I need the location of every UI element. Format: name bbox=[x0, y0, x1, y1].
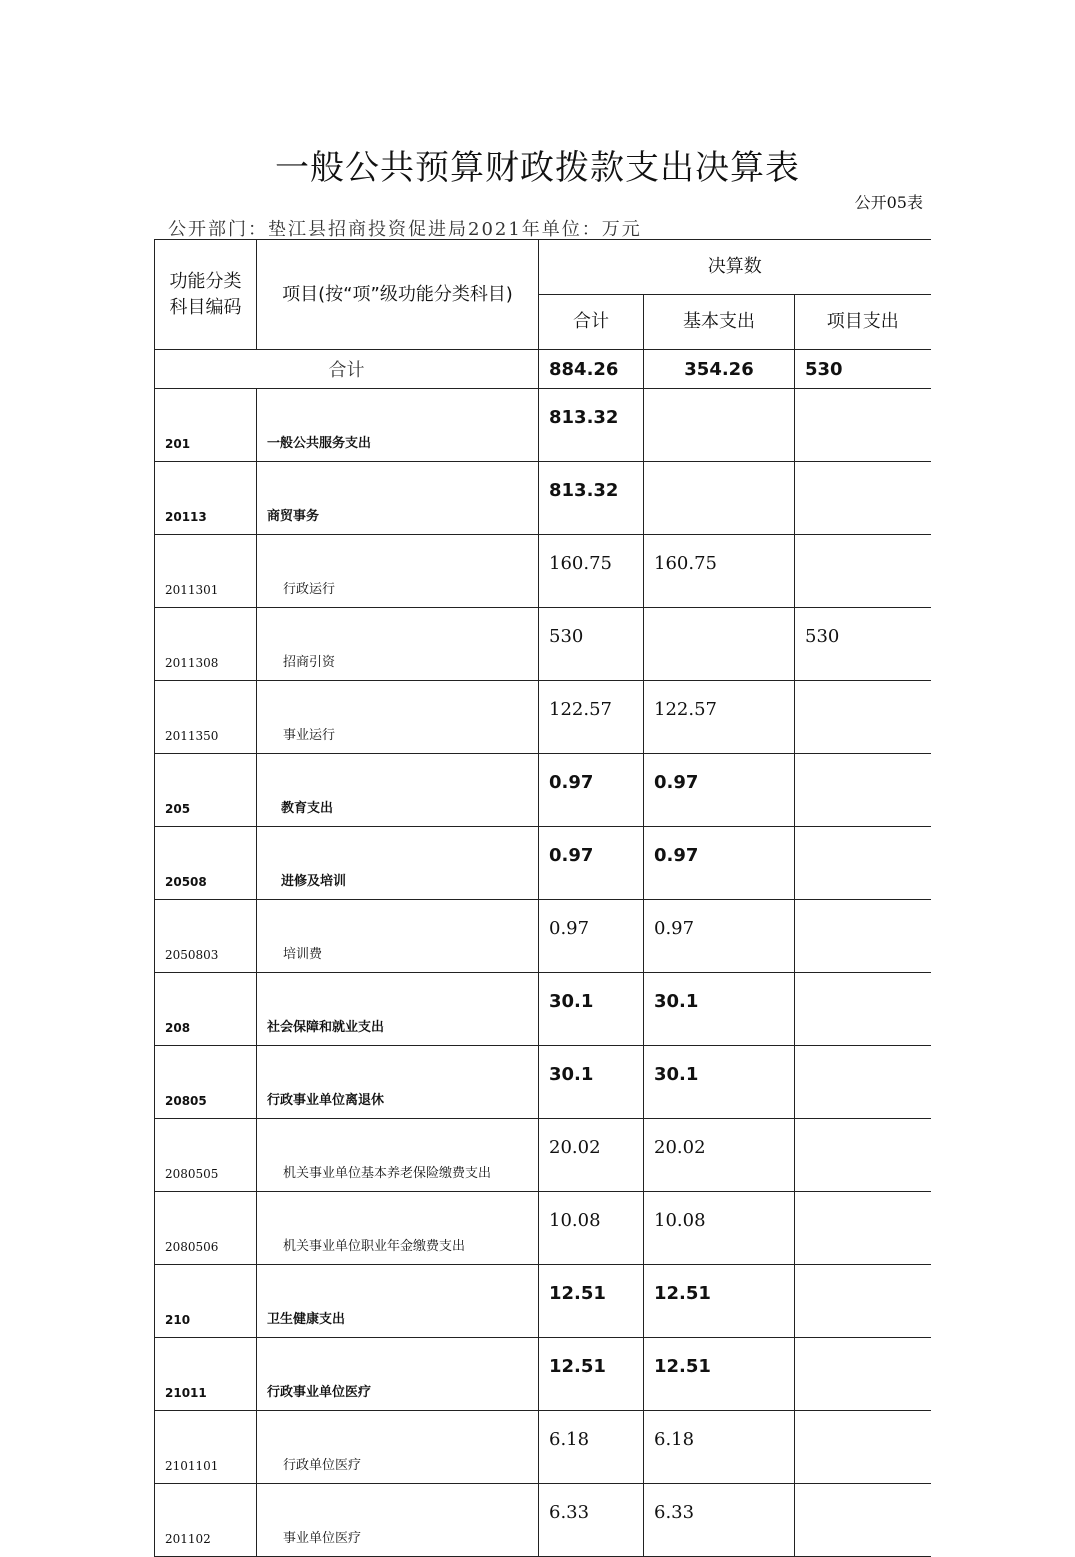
total-project: 530 bbox=[795, 350, 931, 389]
row-project bbox=[795, 389, 931, 462]
row-total: 12.51 bbox=[539, 1338, 644, 1411]
row-basic: 0.97 bbox=[644, 827, 795, 900]
row-project bbox=[795, 681, 931, 754]
total-amount: 884.26 bbox=[539, 350, 644, 389]
row-name: 一般公共服务支出 bbox=[257, 389, 539, 462]
row-code: 210 bbox=[155, 1265, 257, 1338]
table-row bbox=[155, 1338, 931, 1411]
row-basic: 0.97 bbox=[644, 900, 795, 973]
row-name: 招商引资 bbox=[257, 608, 539, 681]
row-basic: 6.18 bbox=[644, 1411, 795, 1484]
row-total: 0.97 bbox=[539, 754, 644, 827]
row-project bbox=[795, 1192, 931, 1265]
row-total: 30.1 bbox=[539, 973, 644, 1046]
row-code: 2011308 bbox=[155, 608, 257, 681]
form-number: 公开05表 bbox=[854, 193, 923, 212]
row-basic: 20.02 bbox=[644, 1119, 795, 1192]
row-name: 行政单位医疗 bbox=[257, 1411, 539, 1484]
row-basic: 160.75 bbox=[644, 535, 795, 608]
header-code: 功能分类 科目编码 bbox=[155, 240, 257, 350]
row-basic: 122.57 bbox=[644, 681, 795, 754]
row-code: 20508 bbox=[155, 827, 257, 900]
row-name: 行政事业单位医疗 bbox=[257, 1338, 539, 1411]
row-project bbox=[795, 754, 931, 827]
table-row bbox=[155, 681, 931, 754]
table-row bbox=[155, 1192, 931, 1265]
row-project bbox=[795, 1265, 931, 1338]
row-project bbox=[795, 1411, 931, 1484]
table-row bbox=[155, 754, 931, 827]
row-basic bbox=[644, 608, 795, 681]
table-row bbox=[155, 1265, 931, 1338]
table-row bbox=[155, 827, 931, 900]
table-row bbox=[155, 389, 931, 462]
row-total: 122.57 bbox=[539, 681, 644, 754]
total-label: 合计 bbox=[155, 350, 539, 389]
row-name: 事业单位医疗 bbox=[257, 1484, 539, 1557]
total-basic: 354.26 bbox=[644, 350, 795, 389]
row-total: 6.33 bbox=[539, 1484, 644, 1557]
row-basic: 30.1 bbox=[644, 1046, 795, 1119]
row-code: 20805 bbox=[155, 1046, 257, 1119]
table-row bbox=[155, 535, 931, 608]
table-row bbox=[155, 1119, 931, 1192]
header-basic: 基本支出 bbox=[644, 295, 795, 350]
row-project bbox=[795, 535, 931, 608]
row-basic: 10.08 bbox=[644, 1192, 795, 1265]
row-project: 530 bbox=[795, 608, 931, 681]
row-total: 813.32 bbox=[539, 462, 644, 535]
table-row bbox=[155, 1046, 931, 1119]
row-project bbox=[795, 900, 931, 973]
row-code: 2101101 bbox=[155, 1411, 257, 1484]
header-final: 决算数 bbox=[539, 240, 931, 295]
row-total: 530 bbox=[539, 608, 644, 681]
row-name: 行政运行 bbox=[257, 535, 539, 608]
row-total: 813.32 bbox=[539, 389, 644, 462]
page-title: 一般公共预算财政拨款支出决算表 bbox=[275, 148, 800, 188]
row-project bbox=[795, 1046, 931, 1119]
row-basic: 12.51 bbox=[644, 1338, 795, 1411]
total-row bbox=[155, 350, 931, 389]
row-code: 2080506 bbox=[155, 1192, 257, 1265]
row-total: 12.51 bbox=[539, 1265, 644, 1338]
header-item: 项目(按“项”级功能分类科目) bbox=[257, 240, 539, 350]
row-name: 机关事业单位职业年金缴费支出 bbox=[257, 1192, 539, 1265]
row-total: 160.75 bbox=[539, 535, 644, 608]
row-project bbox=[795, 973, 931, 1046]
row-basic bbox=[644, 462, 795, 535]
table-row bbox=[155, 608, 931, 681]
table-row bbox=[155, 1411, 931, 1484]
row-code: 205 bbox=[155, 754, 257, 827]
row-code: 2080505 bbox=[155, 1119, 257, 1192]
table-row bbox=[155, 462, 931, 535]
header-total: 合计 bbox=[539, 295, 644, 350]
row-code: 2011301 bbox=[155, 535, 257, 608]
row-project bbox=[795, 1484, 931, 1557]
row-total: 0.97 bbox=[539, 827, 644, 900]
row-total: 30.1 bbox=[539, 1046, 644, 1119]
row-project bbox=[795, 827, 931, 900]
budget-table bbox=[154, 239, 931, 1557]
row-basic: 30.1 bbox=[644, 973, 795, 1046]
department-line: 公开部门：垫江县招商投资促进局2021年单位：万元 bbox=[168, 219, 642, 240]
row-name: 培训费 bbox=[257, 900, 539, 973]
row-code: 208 bbox=[155, 973, 257, 1046]
row-name: 商贸事务 bbox=[257, 462, 539, 535]
row-code: 201102 bbox=[155, 1484, 257, 1557]
row-code: 2050803 bbox=[155, 900, 257, 973]
row-name: 进修及培训 bbox=[257, 827, 539, 900]
row-project bbox=[795, 1119, 931, 1192]
row-total: 10.08 bbox=[539, 1192, 644, 1265]
row-total: 6.18 bbox=[539, 1411, 644, 1484]
table-row bbox=[155, 900, 931, 973]
table-row bbox=[155, 973, 931, 1046]
row-code: 2011350 bbox=[155, 681, 257, 754]
row-basic: 0.97 bbox=[644, 754, 795, 827]
row-name: 卫生健康支出 bbox=[257, 1265, 539, 1338]
row-name: 机关事业单位基本养老保险缴费支出 bbox=[257, 1119, 539, 1192]
row-name: 行政事业单位离退休 bbox=[257, 1046, 539, 1119]
row-total: 20.02 bbox=[539, 1119, 644, 1192]
row-code: 201 bbox=[155, 389, 257, 462]
row-name: 教育支出 bbox=[257, 754, 539, 827]
row-basic bbox=[644, 389, 795, 462]
row-basic: 6.33 bbox=[644, 1484, 795, 1557]
row-name: 事业运行 bbox=[257, 681, 539, 754]
row-project bbox=[795, 462, 931, 535]
row-total: 0.97 bbox=[539, 900, 644, 973]
row-basic: 12.51 bbox=[644, 1265, 795, 1338]
row-code: 21011 bbox=[155, 1338, 257, 1411]
row-code: 20113 bbox=[155, 462, 257, 535]
header-project: 项目支出 bbox=[795, 295, 931, 350]
row-name: 社会保障和就业支出 bbox=[257, 973, 539, 1046]
row-project bbox=[795, 1338, 931, 1411]
table-row bbox=[155, 1484, 931, 1557]
